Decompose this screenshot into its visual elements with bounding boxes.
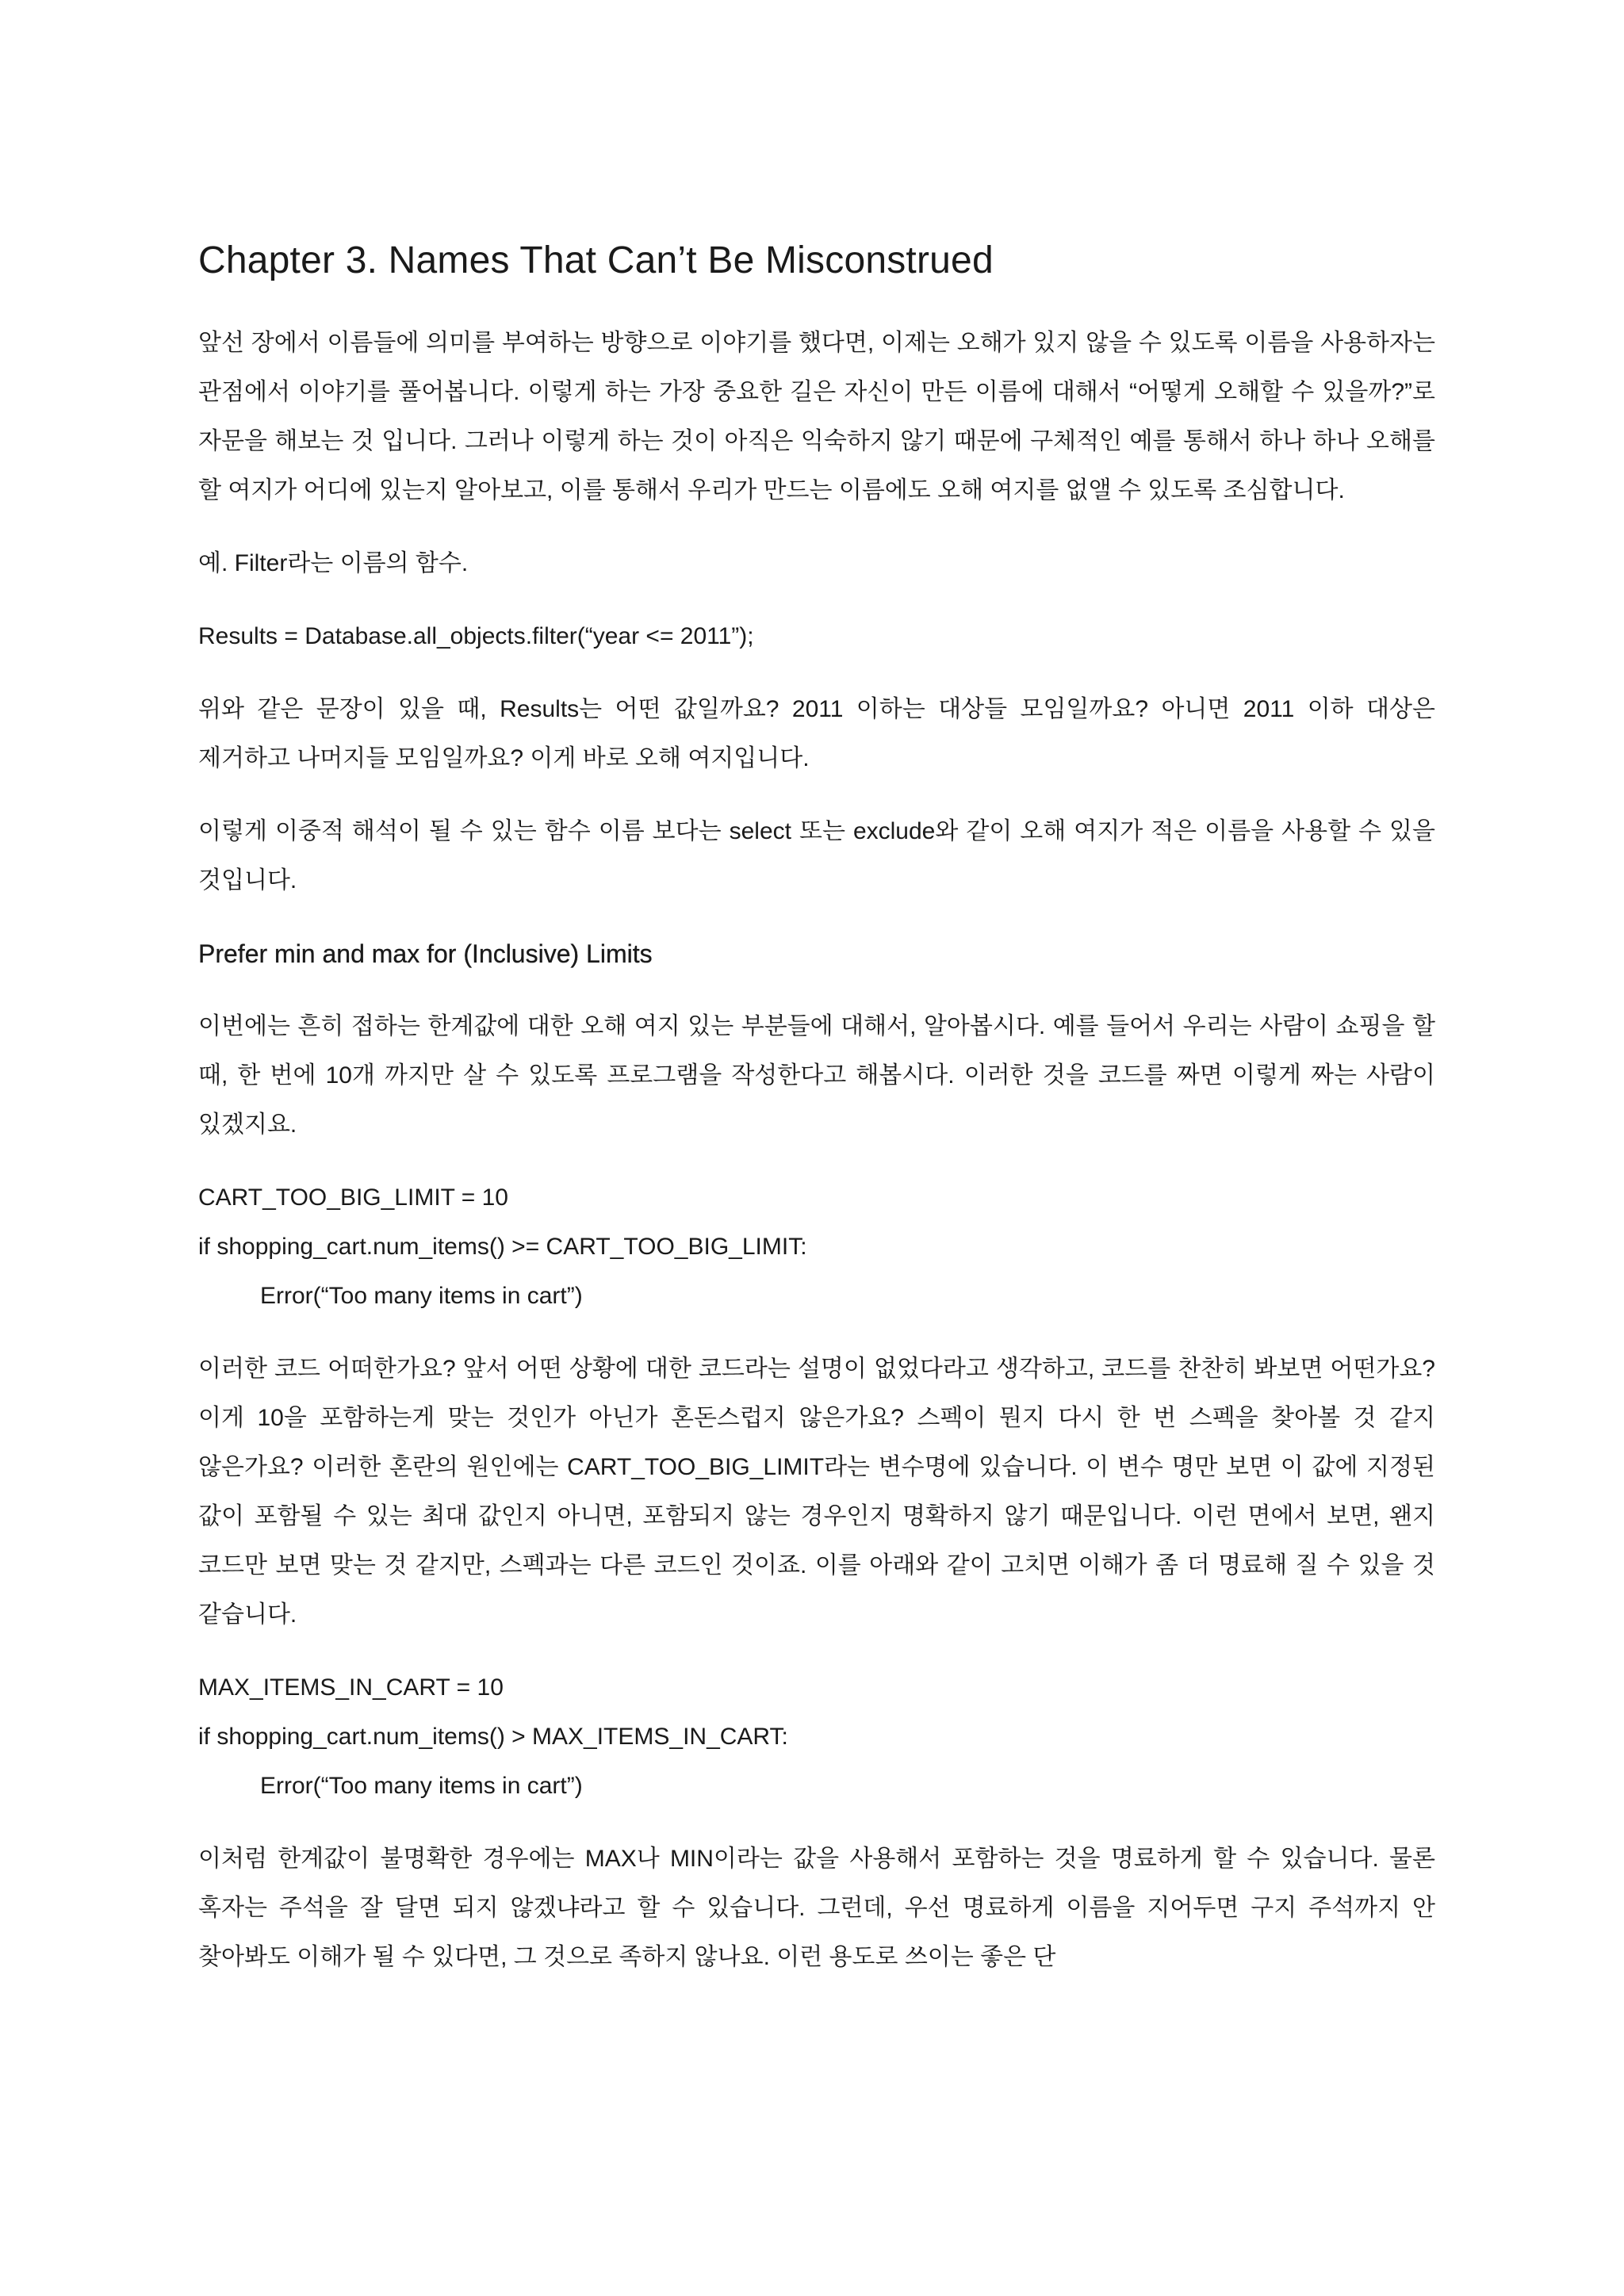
filter-advice-paragraph: 이렇게 이중적 해석이 될 수 있는 함수 이름 보다는 select 또는 exclude와 같이 오해 여지가 적은 이름을 사용할 수 있을 것입니다.	[198, 817, 1435, 894]
code-line: MAX_ITEMS_IN_CART = 10	[198, 1674, 504, 1701]
limits-intro-paragraph: 이번에는 흔히 접하는 한계값에 대한 오해 여지 있는 부분들에 대해서, 알아봅시다. 예를 들어서 우리는 사람이 쇼핑을 할 때, 한 번에 10개 까지만 살 수 있도록 프로그램을 작성한다고 해봅시다. 이러한 것을 코드를 짜면 이렇게 짜는 사람이 있겠지요.	[198, 1012, 1435, 1138]
example-code: Results = Database.all_objects.filter(“year <= 2011”);	[198, 622, 754, 649]
code-block-too-big-limit	[198, 1173, 1435, 1321]
document-page	[198, 238, 1435, 2006]
code-line: CART_TOO_BIG_LIMIT = 10	[198, 1184, 508, 1211]
example-label: 예. Filter라는 이름의 함수.	[198, 549, 469, 576]
filter-question-paragraph: 위와 같은 문장이 있을 때, Results는 어떤 값일까요? 2011 이하는 대상들 모임일까요? 아니면 2011 이하 대상은 제거하고 나머지들 모임일까요? 이게 바로 오해 여지입니다.	[198, 695, 1435, 771]
code-line: Error(“Too many items in cart”)	[260, 1282, 583, 1309]
code-line: if shopping_cart.num_items() >= CART_TOO_BIG_LIMIT:	[198, 1233, 807, 1260]
chapter-title: Chapter 3. Names That Can’t Be Misconstrued	[198, 239, 994, 281]
code-line: if shopping_cart.num_items() > MAX_ITEMS_IN_CART:	[198, 1723, 788, 1750]
intro-paragraph: 앞선 장에서 이름들에 의미를 부여하는 방향으로 이야기를 했다면, 이제는 오해가 있지 않을 수 있도록 이름을 사용하자는 관점에서 이야기를 풀어봅니다. 이렇게 하는 가장 중요한 길은 자신이 만든 이름에 대해서 “어떻게 오해할 수 있을까?”로 자문을 해보는 것 입니다. 그러나 이렇게 하는 것이 아직은 익숙하지 않기 때문에 구체적인 예를 통해서 하나 하나 오해를 할 여지가 어디에 있는지 알아보고, 이를 통해서 우리가 만드는 이름에도 오해 여지를 없앨 수 있도록 조심합니다.	[198, 329, 1435, 503]
confusion-paragraph: 이러한 코드 어떠한가요? 앞서 어떤 상황에 대한 코드라는 설명이 없었다라고 생각하고, 코드를 찬찬히 봐보면 어떤가요? 이게 10을 포함하는게 맞는 것인가 아닌가 혼돈스럽지 않은가요? 스펙이 뭔지 다시 한 번 스펙을 찾아볼 것 같지 않은가요? 이러한 혼란의 원인에는 CART_TOO_BIG_LIMIT라는 변수명에 있습니다. 이 변수 명만 보면 이 값에 지정된 값이 포함될 수 있는 최대 값인지 아니면, 포함되지 않는 경우인지 명확하지 않기 때문입니다. 이런 면에서 보면, 왠지 코드만 보면 맞는 것 같지만, 스펙과는 다른 코드인 것이죠. 이를 아래와 같이 고치면 이해가 좀 더 명료해 질 수 있을 것 같습니다.	[198, 1355, 1435, 1628]
code-block-max-items	[198, 1663, 1435, 1811]
conclusion-paragraph: 이처럼 한계값이 불명확한 경우에는 MAX나 MIN이라는 값을 사용해서 포함하는 것을 명료하게 할 수 있습니다. 물론 혹자는 주석을 잘 달면 되지 않겠냐라고 할 수 있습니다. 그런데, 우선 명료하게 이름을 지어두면 구지 주석까지 안 찾아봐도 이해가 될 수 있다면, 그 것으로 족하지 않나요. 이런 용도로 쓰이는 좋은 단	[198, 1845, 1435, 1970]
section-heading: Prefer min and max for (Inclusive) Limits	[198, 939, 653, 968]
code-line: Error(“Too many items in cart”)	[260, 1772, 583, 1799]
